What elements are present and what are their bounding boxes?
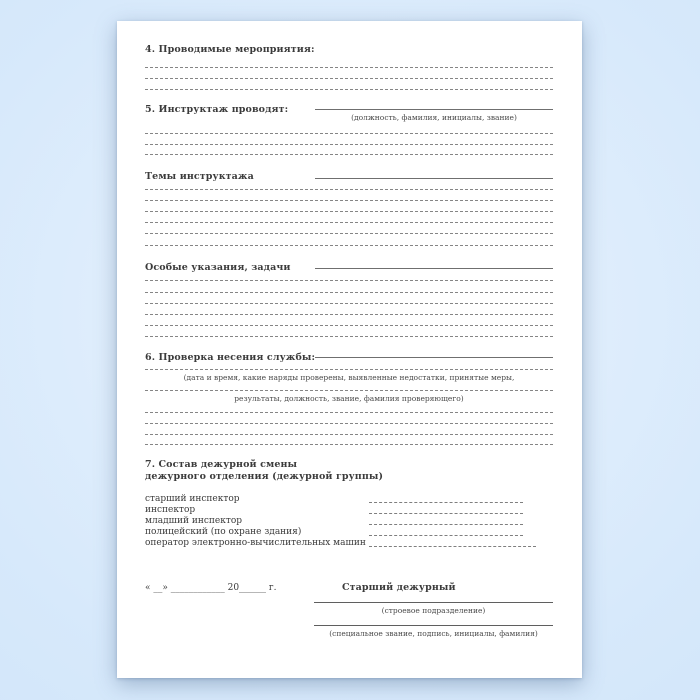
- section7-heading-line2: дежурного отделения (дежурной группы): [145, 471, 384, 482]
- ruled-line: [145, 133, 553, 134]
- topics-heading: Темы инструктажа: [145, 171, 254, 182]
- ruled-line: [145, 280, 553, 281]
- ruled-line: [145, 303, 553, 304]
- ruled-line: [145, 78, 553, 79]
- role-label-senior-inspector: старший инспектор: [145, 494, 240, 504]
- role-fill-line: [369, 524, 523, 525]
- ruled-line: [145, 67, 553, 68]
- ruled-line: [145, 144, 553, 145]
- ruled-line: [145, 325, 553, 326]
- ruled-line: [145, 434, 553, 435]
- role-fill-line: [369, 502, 523, 503]
- role-fill-line: [369, 546, 536, 547]
- ruled-line: [145, 423, 553, 424]
- ruled-line: [145, 211, 553, 212]
- section6-fill-line: [315, 357, 553, 358]
- ruled-line: [145, 292, 553, 293]
- role-fill-line: [369, 535, 523, 536]
- unit-caption: (строевое подразделение): [381, 606, 486, 615]
- role-label-policeman: полицейский (по охране здания): [145, 527, 302, 537]
- ruled-line: [145, 189, 553, 190]
- ruled-line: [145, 444, 553, 445]
- date-line: « __» ____________ 20______ г.: [145, 583, 277, 593]
- ruled-line: [145, 412, 553, 413]
- section6-caption-line1: (дата и время, какие наряды проверены, выявленные недостатки, принятые меры,: [183, 373, 515, 382]
- ruled-line: [145, 89, 553, 90]
- role-label-computer-operator: оператор электронно-вычислительных машин: [145, 538, 366, 548]
- ruled-line: [145, 245, 553, 246]
- special-heading: Особые указания, задачи: [145, 262, 291, 273]
- section5-caption: (должность, фамилия, инициалы, звание): [351, 113, 517, 122]
- topics-fill-line: [315, 178, 553, 179]
- role-label-inspector: инспектор: [145, 505, 196, 515]
- signature-caption: (специальное звание, подпись, инициалы, фамилия): [329, 629, 538, 638]
- role-fill-line: [369, 513, 523, 514]
- document-page: [117, 21, 582, 678]
- section4-heading: 4. Проводимые мероприятия:: [145, 44, 315, 55]
- senior-duty-officer-label: Старший дежурный: [342, 582, 456, 593]
- ruled-line: [145, 222, 553, 223]
- section5-heading: 5. Инструктаж проводят:: [145, 104, 289, 115]
- section7-heading-line1: 7. Состав дежурной смены: [145, 459, 298, 470]
- special-fill-line: [315, 268, 553, 269]
- section5-fill-line: [315, 109, 553, 110]
- ruled-line: [145, 314, 553, 315]
- ruled-line: [145, 154, 553, 155]
- ruled-line: [145, 336, 553, 337]
- section6-caption-line2: результаты, должность, звание, фамилия проверяющего): [234, 394, 464, 403]
- ruled-line: [145, 390, 553, 391]
- section6-heading: 6. Проверка несения службы:: [145, 352, 316, 363]
- signature-line-sign: [314, 625, 553, 626]
- signature-line-unit: [314, 602, 553, 603]
- ruled-line: [145, 233, 553, 234]
- ruled-line: [145, 369, 553, 370]
- ruled-line: [145, 200, 553, 201]
- role-label-junior-inspector: младший инспектор: [145, 516, 242, 526]
